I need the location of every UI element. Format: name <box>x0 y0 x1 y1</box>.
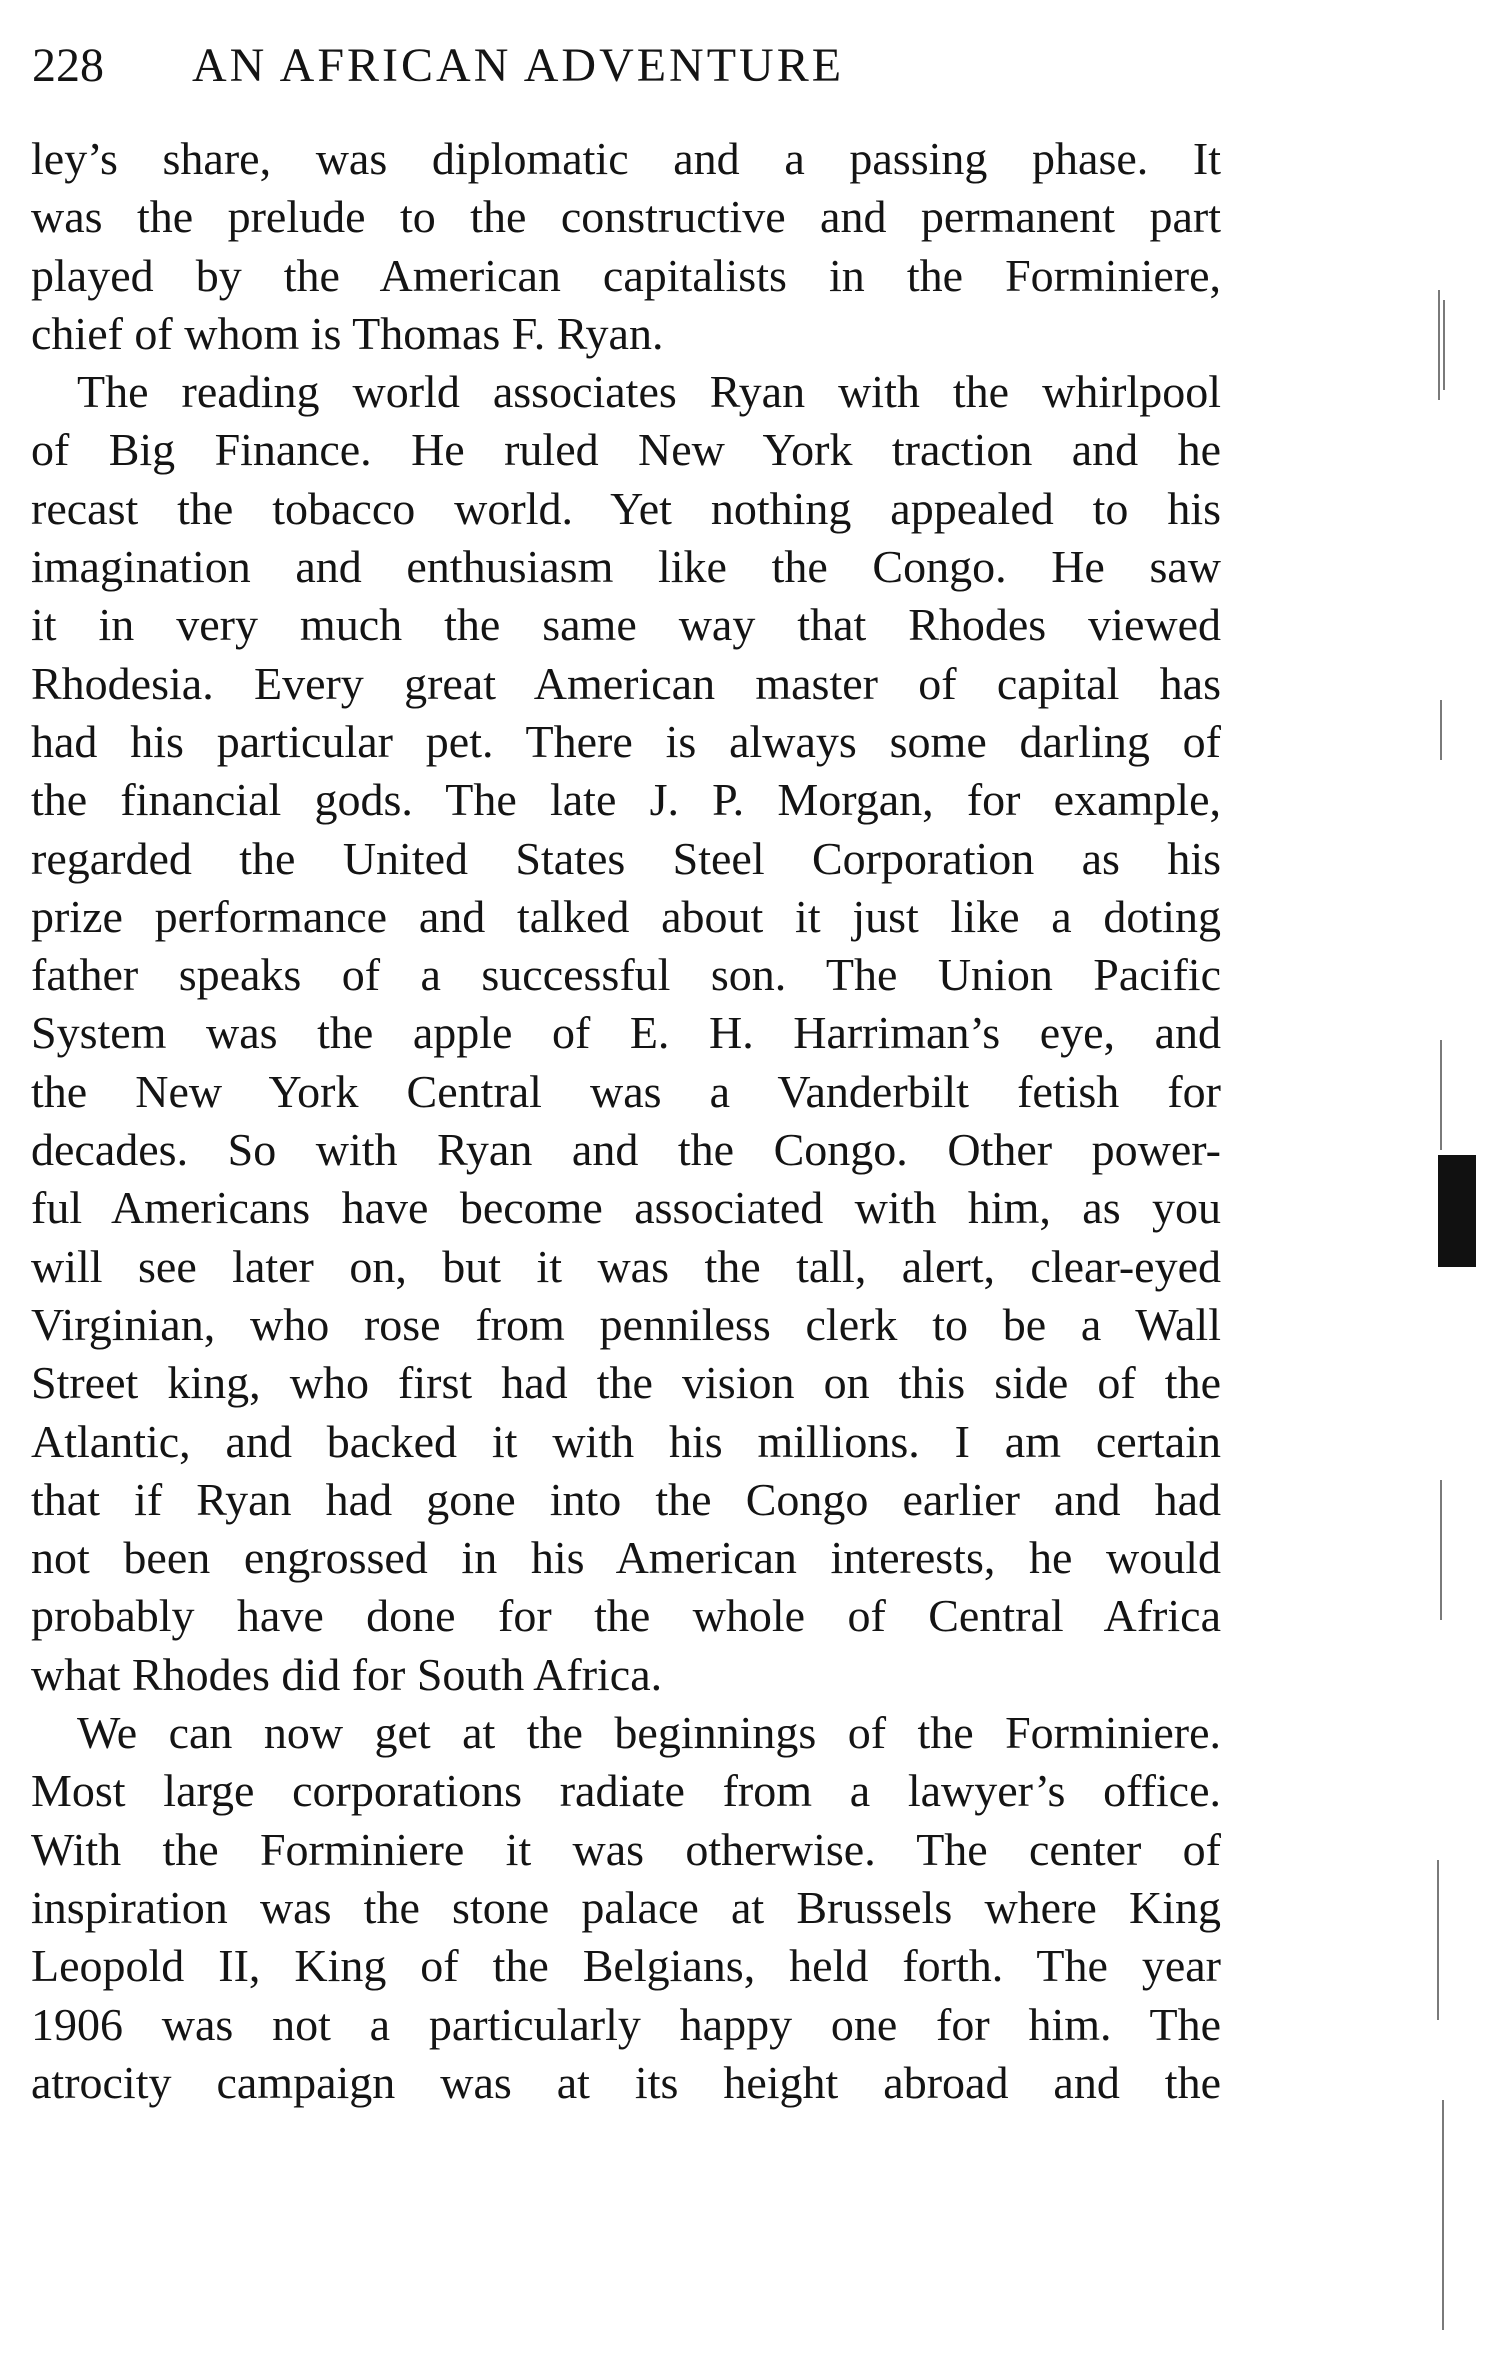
text-line: was the prelude to the constructive and permanent part <box>31 191 1221 243</box>
text-line: prize performance and talked about it just like a doting <box>31 890 1221 942</box>
text-line: 1906 was not a particularly happy one for him. The <box>31 1998 1221 2050</box>
text-line: With the Forminiere it was otherwise. The center of <box>31 1823 1221 1875</box>
text-line: had his particular pet. There is always some darling of <box>31 715 1221 767</box>
text-line: Most large corporations radiate from a lawyer’s office. <box>31 1765 1221 1817</box>
text-line: father speaks of a successful son. The Union Pacific <box>31 949 1221 1001</box>
page-header <box>32 36 1232 96</box>
text-line: The reading world associates Ryan with the whirlpool <box>31 366 1221 418</box>
page-number: 228 <box>32 39 104 92</box>
text-line: played by the American capitalists in the Forminiere, <box>31 249 1221 301</box>
text-line: will see later on, but it was the tall, alert, clear-eyed <box>31 1240 1221 1292</box>
scan-gutter-line <box>1442 2100 1444 2330</box>
running-title: AN AFRICAN ADVENTURE <box>192 39 845 92</box>
text-line: We can now get at the beginnings of the Forminiere. <box>31 1707 1221 1759</box>
text-line: the financial gods. The late J. P. Morgan, for example, <box>31 774 1221 826</box>
text-line: what Rhodes did for South Africa. <box>31 1648 663 1700</box>
text-line: that if Ryan had gone into the Congo earlier and had <box>31 1473 1221 1525</box>
scan-gutter-line <box>1440 700 1442 760</box>
text-line: chief of whom is Thomas F. Ryan. <box>31 307 664 359</box>
scan-gutter-line <box>1443 300 1445 390</box>
text-line: Rhodesia. Every great American master of capital has <box>31 657 1221 709</box>
text-line: the New York Central was a Vanderbilt fetish for <box>31 1065 1221 1117</box>
text-line: atrocity campaign was at its height abroad and the <box>31 2056 1221 2108</box>
text-line: regarded the United States Steel Corporation as his <box>31 832 1221 884</box>
text-line: inspiration was the stone palace at Brussels where King <box>31 1881 1221 1933</box>
text-line: Leopold II, King of the Belgians, held forth. The year <box>31 1940 1221 1992</box>
text-line: ley’s share, was diplomatic and a passing phase. It <box>31 133 1221 184</box>
text-line: imagination and enthusiasm like the Congo. He saw <box>31 541 1221 593</box>
scan-gutter-line <box>1440 1040 1442 1150</box>
scan-gutter-line <box>1438 290 1440 400</box>
text-line: System was the apple of E. H. Harriman’s eye, and <box>31 1007 1221 1059</box>
text-line: Street king, who first had the vision on this side of the <box>31 1357 1221 1409</box>
text-line: recast the tobacco world. Yet nothing appealed to his <box>31 482 1221 534</box>
text-line: ful Americans have become associated with him, as you <box>31 1182 1221 1234</box>
text-line: it in very much the same way that Rhodes viewed <box>31 599 1221 651</box>
text-line: decades. So with Ryan and the Congo. Other power- <box>31 1124 1221 1176</box>
text-line: not been engrossed in his American interests, he would <box>31 1532 1221 1584</box>
text-line: Virginian, who rose from penniless clerk to be a Wall <box>31 1298 1221 1350</box>
scan-gutter-line <box>1437 1860 1439 2020</box>
text-line: probably have done for the whole of Central Africa <box>31 1590 1221 1642</box>
text-line: of Big Finance. He ruled New York traction and he <box>31 424 1221 476</box>
text-line: Atlantic, and backed it with his millions. I am certain <box>31 1415 1221 1467</box>
scan-gutter-line <box>1440 1480 1442 1620</box>
scan-dark-mark <box>1438 1155 1476 1267</box>
body-text <box>31 130 1221 2112</box>
